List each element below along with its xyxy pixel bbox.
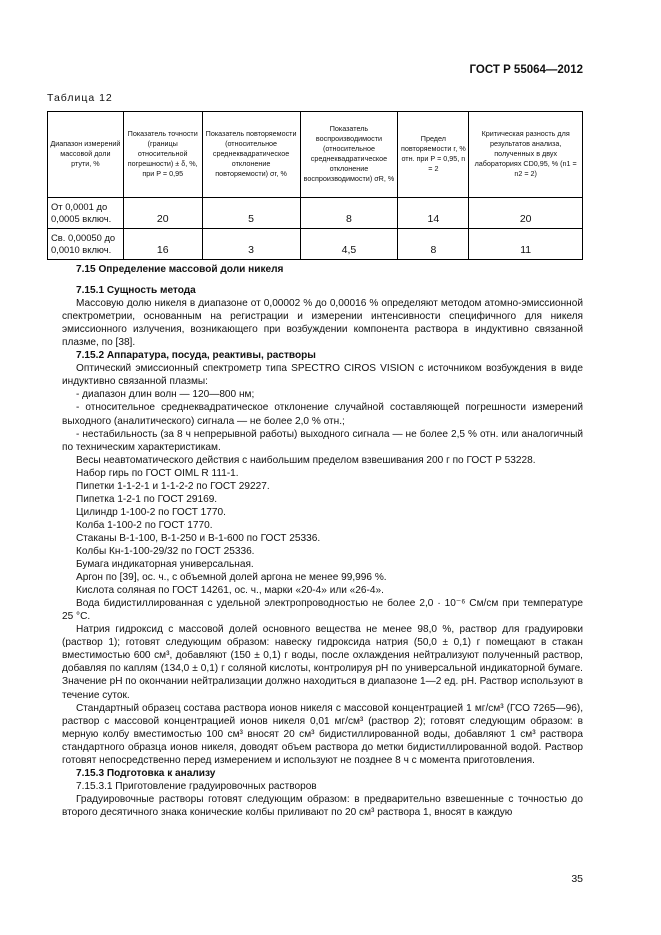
paragraph: Оптический эмиссионный спектрометр типа SPECTRO CIROS VISION с источником возбуждения в виде индуктивно связанной плазмы:: [62, 363, 583, 388]
table-caption: Таблица 12: [47, 92, 113, 104]
value-cell: 16: [123, 228, 202, 259]
subsection-heading: 7.15.3 Подготовка к анализу: [76, 767, 216, 779]
table-header-cell: Показатель точности (границы относительной погрешности) ± δ, %, при P = 0,95: [123, 111, 202, 197]
paragraph: Стаканы В-1-100, В-1-250 и В-1-600 по ГОСТ 25336.: [76, 532, 321, 544]
paragraph: - диапазон длин волн — 120—800 нм;: [76, 389, 255, 401]
document-body: [62, 263, 583, 819]
subsection-heading: 7.15.1 Сущность метода: [76, 285, 196, 297]
paragraph: Колбы Кн-1-100-29/32 по ГОСТ 25336.: [76, 545, 255, 557]
paragraph: Массовую долю никеля в диапазоне от 0,00002 % до 0,00016 % определяют методом атомно-эмиссионной спектрометрии, основанным на регистрации и измерении интенсивности специфичного для никеля эмиссионного излучения, возникающего при возбуждении компонента раствора в индуктивно связанной плазме, по [38].: [62, 298, 583, 349]
paragraph: Бумага индикаторная универсальная.: [76, 559, 254, 571]
value-cell: 20: [469, 197, 583, 228]
section-heading: 7.15 Определение массовой доли никеля: [76, 264, 284, 275]
value-cell: 5: [202, 197, 300, 228]
value-cell: 11: [469, 228, 583, 259]
table-12: [47, 107, 583, 260]
paragraph: Набор гирь по ГОСТ OIML R 111-1.: [76, 467, 239, 479]
paragraph: Стандартный образец состава раствора ионов никеля с массовой концентрацией 1 мг/см³ (ГСО 7265—96), раствор с массовой концентрацией ионов никеля 0,01 мг/см³ (раствор 2); готовят следующим образом: в мерную колбу вместимостью 100 см³ вносят 20 см³ бидистиллированной воды, добавляют 1 см³ раствора стандартного образца ионов никеля, доводят объем раствора до метки бидистиллированной водой. Раствор готовят непосредственно перед измерением и используют не позднее 8 ч с момента приготовления.: [62, 702, 583, 766]
value-cell: 14: [398, 197, 469, 228]
table-header-cell: Предел повторяемости r, % отн. при P = 0,95, n = 2: [398, 111, 469, 197]
value-cell: 20: [123, 197, 202, 228]
paragraph: Пипетки 1-1-2-1 и 1-1-2-2 по ГОСТ 29227.: [76, 480, 270, 492]
table-header-cell: Диапазон измерений массовой доли ртути, %: [48, 111, 124, 197]
range-cell: Св. 0,00050 до 0,0010 включ.: [48, 228, 124, 259]
table-row: [48, 197, 583, 228]
page-number: 35: [571, 873, 583, 885]
paragraph: Весы неавтоматического действия с наибольшим пределом взвешивания 200 г по ГОСТ Р 53228.: [76, 454, 536, 466]
value-cell: 8: [398, 228, 469, 259]
table-header-cell: Показатель воспроизводимости (относительное среднеквадратическое отклонение воспроизводимости) σR, %: [300, 111, 398, 197]
paragraph: Градуировочные растворы готовят следующим образом: в предварительно взвешенные с точностью до второго десятичного знака конические колбы приливают по 20 см³ раствора 1, вносят в каждую: [62, 793, 583, 818]
paragraph: - относительное среднеквадратическое отклонение случайной составляющей погрешности измерений выходного (аналитического) сигнала — не более 2,0 % отн.;: [62, 402, 583, 427]
paragraph: - нестабильность (за 8 ч непрерывной работы) выходного сигнала — не более 2,5 % отн. или аналогичный по техническим характеристикам.: [62, 428, 583, 453]
value-cell: 3: [202, 228, 300, 259]
document-header-id: ГОСТ Р 55064—2012: [469, 64, 583, 76]
range-cell: От 0,0001 до 0,0005 включ.: [48, 197, 124, 228]
subsubsection-heading: 7.15.3.1 Приготовление градуировочных растворов: [76, 780, 317, 792]
table-header-cell: Критическая разность для результатов анализа, полученных в двух лабораториях CD0,95, % (n1 = n2 = 2): [469, 111, 583, 197]
paragraph: Аргон по [39], ос. ч., с объемной долей аргона не менее 99,996 %.: [76, 572, 387, 584]
value-cell: 4,5: [300, 228, 398, 259]
paragraph: Вода бидистиллированная с удельной электропроводностью не более 2,0 · 10⁻⁶ См/см при температуре 25 °C.: [62, 598, 583, 623]
paragraph: Пипетка 1-2-1 по ГОСТ 29169.: [76, 493, 218, 505]
value-cell: 8: [300, 197, 398, 228]
table-header-row: [48, 111, 583, 197]
table-row: [48, 228, 583, 259]
paragraph: Натрия гидроксид с массовой долей основного вещества не менее 98,0 %, раствор для градуировки (раствор 1); готовят следующим образом: навеску гидроксида натрия (50,0 ± 0,1) г помещают в стакан вместимостью 600 см³, добавляют (150 ± 0,1) г воды, после охлаждения нейтрализуют полученный раствор, добавляя по каплям (134,0 ± 0,1) г соляной кислоты, контролируя pH по универсальной индикаторной бумаге. Значение pH по окончании нейтрализации должно находиться в диапазоне 1—2 ед. pH. Раствор используют в течение суток.: [62, 624, 583, 701]
paragraph: Кислота соляная по ГОСТ 14261, ос. ч., марки «20-4» или «26-4».: [76, 585, 384, 597]
subsection-heading: 7.15.2 Аппаратура, посуда, реактивы, растворы: [76, 350, 316, 362]
paragraph: Колба 1-100-2 по ГОСТ 1770.: [76, 519, 213, 531]
table-header-cell: Показатель повторяемости (относительное среднеквадратическое отклонение повторяемости) σr, %: [202, 111, 300, 197]
paragraph: Цилиндр 1-100-2 по ГОСТ 1770.: [76, 506, 226, 518]
